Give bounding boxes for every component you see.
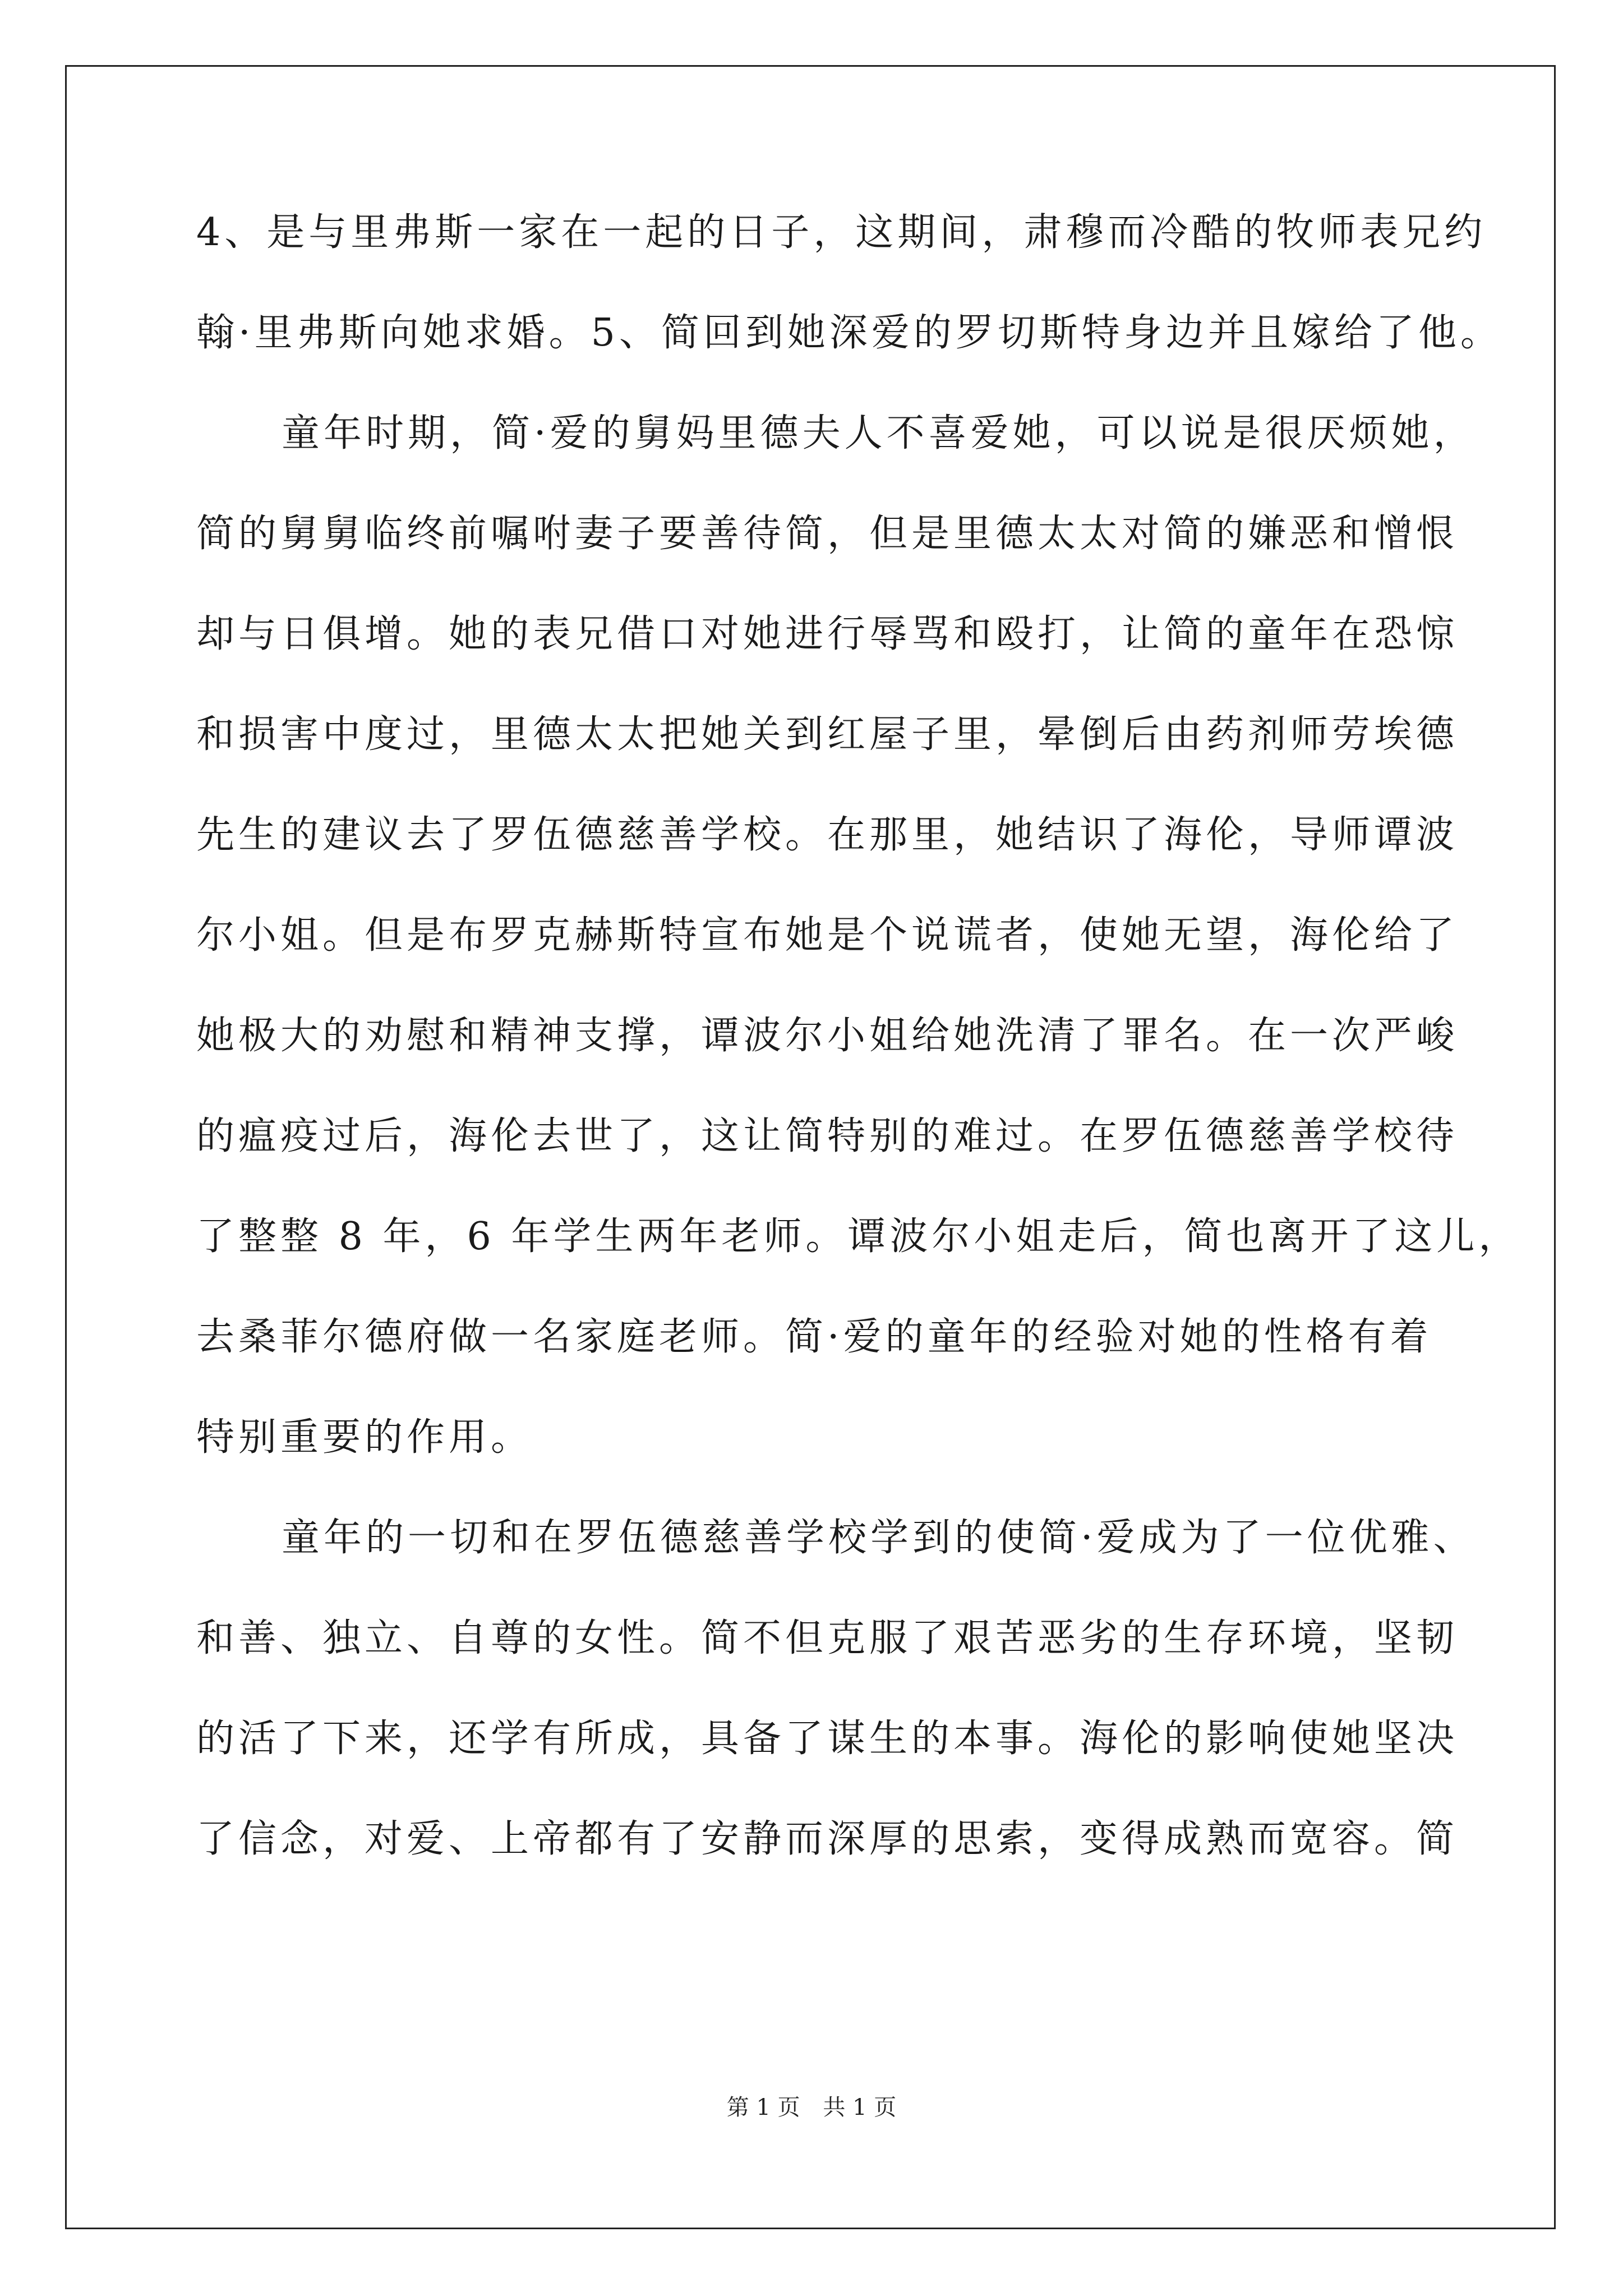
text-line: 和善、独立、自尊的女性。简不但克服了艰苦恶劣的生存环境，坚韧 (196, 1616, 1459, 1660)
paragraph-first-line: 童年时期，简·爱的舅妈里德夫人不喜爱她，可以说是很厌烦她， (282, 411, 1476, 455)
text-line: 先生的建议去了罗伍德慈善学校。在那里，她结识了海伦，导师谭波 (196, 813, 1459, 857)
page-total: 共 1 页 (823, 2095, 897, 2120)
text-line: 却与日俱增。她的表兄借口对她进行辱骂和殴打，让简的童年在恐惊 (196, 612, 1459, 656)
text-line: 了信念，对爱、上帝都有了安静而深厚的思索，变得成熟而宽容。简 (196, 1817, 1459, 1861)
text-line: 4、是与里弗斯一家在一起的日子，这期间，肃穆而冷酷的牧师表兄约 (196, 210, 1487, 255)
text-line: 特别重要的作用。 (196, 1415, 533, 1460)
page-footer (0, 2093, 1623, 2122)
text-line: 和损害中度过，里德太太把她关到红屋子里，晕倒后由药剂师劳埃德 (196, 712, 1459, 757)
text-line: 简的舅舅临终前嘱咐妻子要善待简，但是里德太太对简的嫌恶和憎恨 (196, 512, 1459, 556)
text-line: 去桑菲尔德府做一名家庭老师。简·爱的童年的经验对她的性格有着 (196, 1315, 1432, 1359)
page-number: 第 1 页 (726, 2095, 800, 2120)
text-line: 她极大的劝慰和精神支撑，谭波尔小姐给她洗清了罪名。在一次严峻 (196, 1014, 1459, 1058)
text-line: 尔小姐。但是布罗克赫斯特宣布她是个说谎者，使她无望，海伦给了 (196, 913, 1459, 958)
text-line: 的瘟疫过后，海伦去世了，这让简特别的难过。在罗伍德慈善学校待 (196, 1114, 1459, 1158)
text-line: 翰·里弗斯向她求婚。5、简回到她深爱的罗切斯特身边并且嫁给了他。 (196, 311, 1502, 355)
paragraph-first-line: 童年的一切和在罗伍德慈善学校学到的使简·爱成为了一位优雅、 (282, 1516, 1476, 1560)
text-line: 了整整 8 年，6 年学生两年老师。谭波尔小姐走后，简也离开了这儿， (196, 1214, 1521, 1259)
text-line: 的活了下来，还学有所成，具备了谋生的本事。海伦的影响使她坚决 (196, 1717, 1459, 1761)
